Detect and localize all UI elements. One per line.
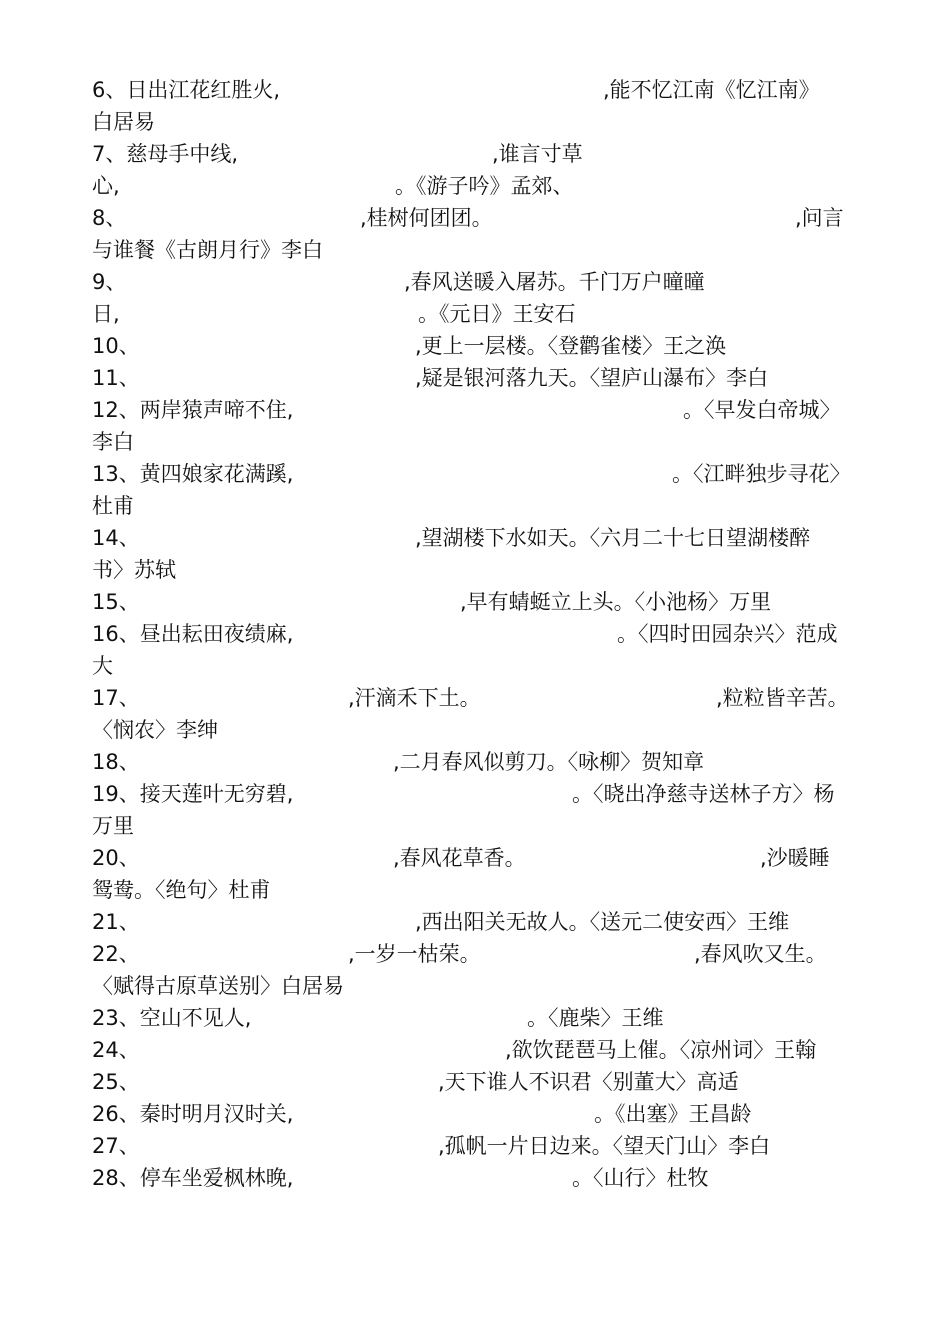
q14-end: ,望湖楼下水如天。〈六月二十七日望湖楼醉 (415, 526, 811, 550)
q15-number: 15、 (92, 590, 140, 614)
q17-number: 17、 (92, 686, 140, 710)
q7-start: 7、慈母手中线, (92, 142, 239, 166)
q12-author: 李白 (92, 430, 134, 454)
q20-end: ,沙暖睡 (760, 846, 830, 870)
q21-number: 21、 (92, 910, 140, 934)
q9-number: 9、 (92, 270, 127, 294)
q19-author: 万里 (92, 814, 134, 838)
q22-author: 〈赋得古原草送别〉白居易 (92, 974, 344, 998)
q18-end: ,二月春风似剪刀。〈咏柳〉贺知章 (393, 750, 705, 774)
q25-number: 25、 (92, 1070, 140, 1094)
q17-author: 〈悯农〉李绅 (92, 718, 218, 742)
q12-end: 。〈早发白帝城〉 (683, 398, 841, 422)
q20-author: 鸳鸯。〈绝句〉杜甫 (92, 878, 271, 902)
q10-end: ,更上一层楼。〈登鹳雀楼〉王之涣 (415, 334, 727, 358)
q6-start: 6、日出江花红胜火, (92, 78, 281, 102)
q16-author: 大 (92, 654, 113, 678)
q7-cont: 心, (92, 174, 120, 198)
q20-middle: ,春风花草香。 (393, 846, 526, 870)
q20-number: 20、 (92, 846, 140, 870)
q8-middle: ,桂树何团团。 (360, 206, 493, 230)
q27-end: ,孤帆一片日边来。〈望天门山〉李白 (438, 1134, 771, 1158)
q17-end: ,粒粒皆辛苦。 (716, 686, 849, 710)
q21-end: ,西出阳关无故人。〈送元二使安西〉王维 (415, 910, 790, 934)
q16-end: 。〈四时田园杂兴〉范成 (617, 622, 838, 646)
q23-start: 23、空山不见人, (92, 1006, 252, 1030)
q7-middle: ,谁言寸草 (492, 142, 583, 166)
q19-end: 。〈晓出净慈寺送林子方〉杨 (572, 782, 835, 806)
q17-middle: ,汗滴禾下土。 (348, 686, 481, 710)
q13-end: 。〈江畔独步寻花〉 (672, 462, 851, 486)
q7-end: 。《游子吟》孟郊、 (395, 174, 574, 198)
q10-number: 10、 (92, 334, 140, 358)
q9-middle: ,春风送暖入屠苏。千门万户曈曈 (404, 270, 705, 294)
q24-number: 24、 (92, 1038, 140, 1062)
q11-end: ,疑是银河落九天。〈望庐山瀑布〉李白 (415, 366, 769, 390)
q18-number: 18、 (92, 750, 140, 774)
q12-start: 12、两岸猿声啼不住, (92, 398, 294, 422)
q28-start: 28、停车坐爱枫林晚, (92, 1166, 294, 1190)
q24-end: ,欲饮琵琶马上催。〈凉州词〉王翰 (505, 1038, 817, 1062)
q9-cont: 日, (92, 302, 120, 326)
q22-end: ,春风吹又生。 (694, 942, 827, 966)
q8-number: 8、 (92, 206, 127, 230)
q28-end: 。〈山行〉杜牧 (572, 1166, 709, 1190)
q26-start: 26、秦时明月汉时关, (92, 1102, 294, 1126)
q14-author: 书〉苏轼 (92, 558, 176, 582)
q9-end: 。《元日》王安石 (418, 302, 576, 326)
q26-end: 。《出塞》王昌龄 (594, 1102, 752, 1126)
q13-author: 杜甫 (92, 494, 134, 518)
q6-author: 白居易 (92, 110, 155, 134)
q19-start: 19、接天莲叶无穷碧, (92, 782, 294, 806)
q8-end: ,问言 (795, 206, 844, 230)
q14-number: 14、 (92, 526, 140, 550)
q8-author: 与谁餐《古朗月行》李白 (92, 238, 323, 262)
q22-number: 22、 (92, 942, 140, 966)
q6-end: ,能不忆江南《忆江南》 (603, 78, 820, 102)
q22-middle: ,一岁一枯荣。 (348, 942, 481, 966)
q16-start: 16、昼出耘田夜绩麻, (92, 622, 294, 646)
q11-number: 11、 (92, 366, 140, 390)
q27-number: 27、 (92, 1134, 140, 1158)
q15-end: ,早有蜻蜓立上头。〈小池杨〉万里 (460, 590, 772, 614)
q13-start: 13、黄四娘家花满蹊, (92, 462, 294, 486)
q23-end: 。〈鹿柴〉王维 (527, 1006, 664, 1030)
q25-end: ,天下谁人不识君〈别董大〉高适 (438, 1070, 739, 1094)
